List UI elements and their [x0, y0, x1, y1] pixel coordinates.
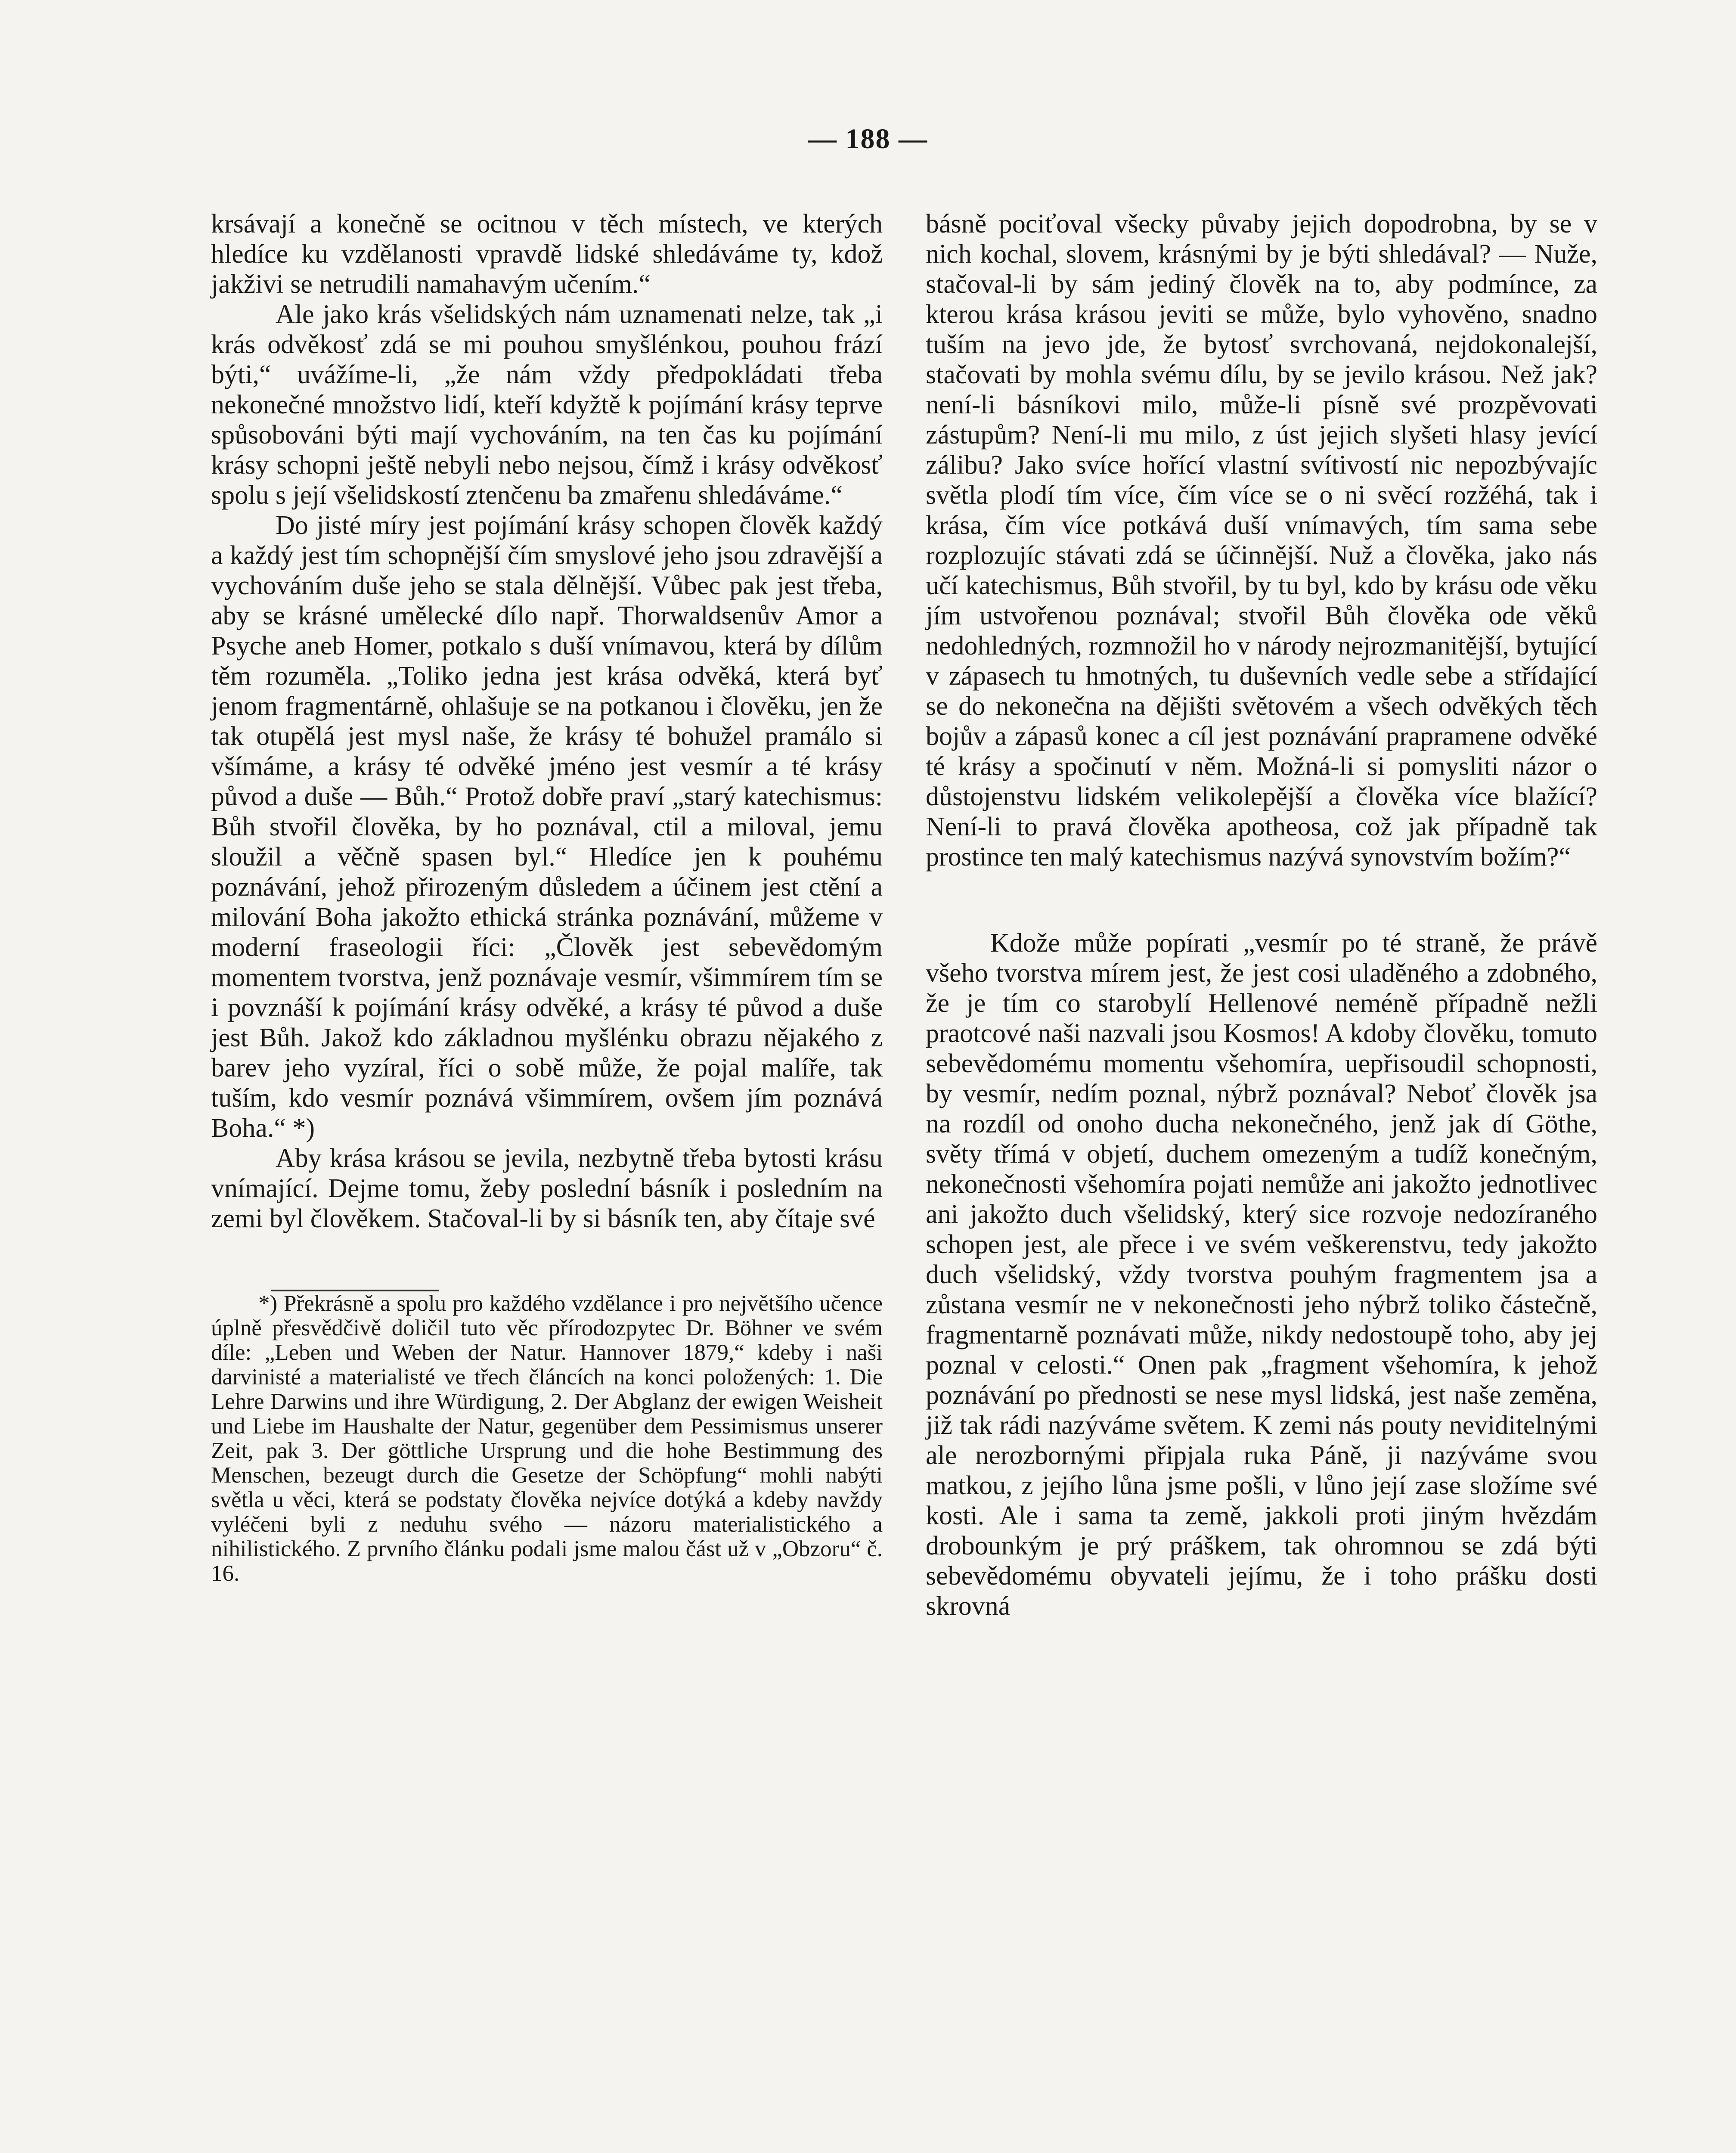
left-column	[211, 209, 883, 1586]
paragraph: básně pociťoval všecky půvaby jejich dopodrobna, by se v nich kochal, slovem, krásnými by je býti shledával? — Nuže, stačoval-li by sám jediný člověk na to, aby podmínce, za kterou krása krásou jeviti se může, bylo vyhověno, snadno tuším na jevo jde, že bytosť svrchovaná, nejdokonalejší, stačovati by mohla svému dílu, by se jevilo krásou. Než jak? není-li básníkovi milo, může-li písně své prozpěvovati zástupům? Není-li mu milo, z úst jejich slyšeti hlasy jevící zálibu? Jako svíce hořící vlastní svítivostí nic nepozbývajíc světla plodí tím více, čím více se o ni svěcí rozžéhá, tak i krása, čím více potkává duší vnímavých, tím sama sebe rozplozujíc stávati zdá se účinnější. Nuž a člověka, jako nás učí katechismus, Bůh stvořil, by tu byl, kdo by krásu ode věku jím ustvořenou poznával; stvořil Bůh člověka ode věků nedohledných, rozmnožil ho v národy nejrozmanitější, bytující v zápasech tu hmotných, tu duševních vedle sebe a střídající se do nekonečna na dějišti světovém a všech odvěkých těch bojův a zápasů konec a cíl jest poznávání prapramene odvěké té krásy a spočinutí v něm. Možná-li si pomysliti názor o důstojenstvu lidském velikolepější a člověka více blažící? Není-li to pravá člověka apotheosa, což jak případně tak prostince ten malý katechismus nazývá synovstvím božím?“	[926, 209, 1597, 872]
paragraph: Do jisté míry jest pojímání krásy schopen člověk každý a každý jest tím schopnější čím smyslové jeho jsou zdravější a vychováním duše jeho se stala dělnější. Vůbec pak jest třeba, aby se krásné umělecké dílo např. Thorwaldsenův Amor a Psyche aneb Homer, potkalo s duší vnímavou, která by dílům těm rozuměla. „Toliko jedna jest krása odvěká, která byť jenom fragmentárně, ohlašuje se na potkanou i člověku, jen že tak otupělá jest mysl naše, že krásy té bohužel pramálo si všímáme, a krásy té odvěké jméno jest vesmír a té krásy původ a duše — Bůh.“ Protož dobře praví „starý katechismus: Bůh stvořil člověka, by ho poznával, ctil a miloval, jemu sloužil a věčně spasen byl.“ Hledíce jen k pouhému poznávání, jehož přirozeným důsledem a účinem jest ctění a milování Boha jakožto ethická stránka poznávání, můžeme v moderní fraseologii říci: „Člověk jest sebevědomým momentem tvorstva, jenž poznávaje vesmír, všimmírem tím se i povznáší k pojímání krásy odvěké, a krásy té původ a duše jest Bůh. Jakož kdo základnou myšlénku obrazu nějakého z barev jeho vyzíral, říci o sobě může, že pojal malíře, tak tuším, kdo vesmír poznává všimmírem, ovšem jím poznává Boha.“ *)	[211, 511, 883, 1143]
paragraph: Ale jako krás všelidských nám uznamenati nelze, tak „i krás odvěkosť zdá se mi pouhou smyšlénkou, pouhou frází býti,“ uvážíme-li, „že nám vždy předpokládati třeba nekonečné množstvo lidí, kteří kdyžtě k pojímání krásy teprve spůsobováni býti mají vychováním, na ten čas ku pojímání krásy schopni ještě nebyli nebo nejsou, čímž i krásy odvěkosť spolu s její všelidskostí ztenčenu ba zmařenu shledáváme.“	[211, 300, 883, 510]
paragraph: Aby krása krásou se jevila, nezbytně třeba bytosti krásu vnímající. Dejme tomu, žeby poslední básník i posledním na zemi byl člověkem. Stačoval-li by si básník ten, aby čítaje své	[211, 1144, 883, 1233]
footnote: *) Překrásně a spolu pro každého vzdělance i pro největšího učence úplně přesvědčivě doličil tuto věc přírodozpytec Dr. Böhner ve svém díle: „Leben und Weben der Natur. Hannover 1879,“ kdeby i naši darvinisté a materialisté ve třech článcích na konci položených: 1. Die Lehre Darwins und ihre Würdigung, 2. Der Abglanz der ewigen Weisheit und Liebe im Haushalte der Natur, gegenüber dem Pessimismus unserer Zeit, pak 3. Der göttliche Ursprung und die hohe Bestimmung des Menschen, bezeugt durch die Gesetze der Schöpfung“ mohli nabýti světla u věci, která se podstaty člověka nejvíce dotýká a kdeby navždy vyléčeni byli z neduhu svého — názoru materialistického a nihilistického. Z prvního článku podali jsme malou část už v „Obzoru“ č. 16.	[211, 1291, 883, 1586]
paragraph: Kdože může popírati „vesmír po té straně, že právě všeho tvorstva mírem jest, že jest cosi uladěného a zdobného, že je tím co starobylí Hellenové neméně případně nežli praotcové naši nazvali jsou Kosmos! A kdoby člověku, tomuto sebevědomému momentu všehomíra, uepřisoudil schopnosti, by vesmír, nedím poznal, nýbrž poznával? Neboť člověk jsa na rozdíl od onoho ducha nekonečného, jenž jak dí Göthe, světy třímá v objetí, duchem omezeným a tudíž konečným, nekonečnosti všehomíra pojati nemůže ani jakožto jednotlivec ani jakožto duch všelidský, který sice rozvoje nedozíraného schopen jest, ale přece i ve svém veškerenstvu, tedy jakožto duch všelidský, vždy tvorstva pouhým fragmentem jsa a zůstana vesmír ne v nekonečnosti jeho nýbrž toliko částečně, fragmentarně poznávati může, nikdy nedostoupě toho, aby jej poznal v celosti.“ Onen pak „fragment všehomíra, k jehož poznávání po přednosti se nese mysl lidská, jest naše zeměna, již tak rádi nazýváme světem. K zemi nás pouty neviditelnými ale nerozbornými připjala ruka Páně, ji nazýváme svou matkou, z jejího lůna jsme pošli, v lůno její zase složíme své kosti. Ale i sama ta země, jakkoli proti jiným hvězdám drobounkým je prý práškem, tak ohromnou se zdá býti sebevědomému obyvateli jejímu, že i toho prášku dosti skrovná	[926, 928, 1597, 1621]
page-number: — 188 —	[808, 123, 928, 155]
paragraph: krsávají a konečně se ocitnou v těch místech, ve kterých hledíce ku vzdělanosti vpravdě lidské shledáváme ty, kdož jakživi se netrudili namahavým učením.“	[211, 209, 883, 299]
right-column	[926, 209, 1597, 1621]
